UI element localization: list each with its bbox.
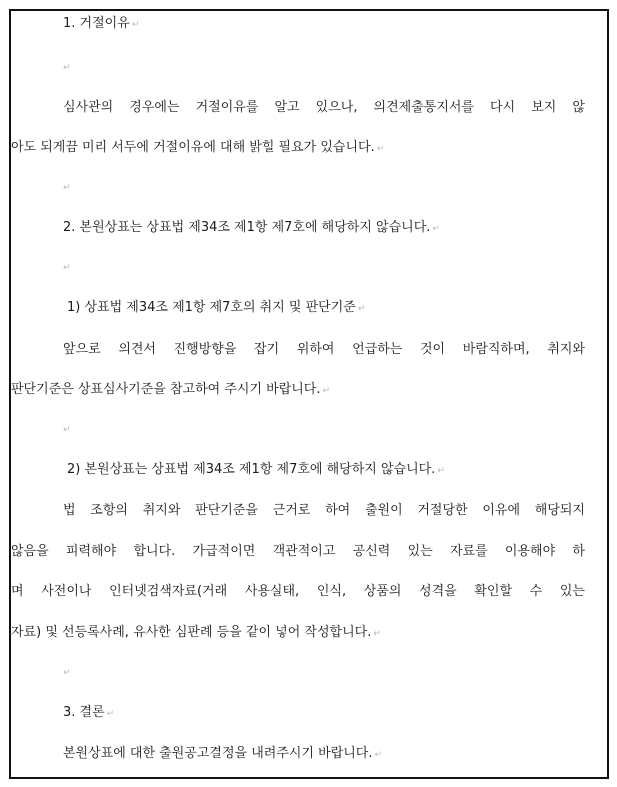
paragraph-2-line-2: 판단기준은 상표심사기준을 참고하여 주시기 바랍니다. ↵ [11, 382, 331, 397]
paragraph-3-line-2: 않음을 피력해야 합니다. 가급적이면 객관적이고 공신력 있는 자료를 이용해야 하 [11, 544, 585, 559]
section-2-heading: 2. 본원상표는 상표법 제34조 제1항 제7호에 해당하지 않습니다. ↵ [63, 220, 440, 235]
empty-paragraph-mark-icon: ↵ [63, 63, 71, 73]
subsection-2-heading: 2) 본원상표는 상표법 제34조 제1항 제7호에 해당하지 않습니다. ↵ [67, 462, 445, 477]
section-3-heading: 3. 결론 ↵ [63, 705, 115, 720]
paragraph-mark-icon: ↵ [373, 629, 381, 639]
section-1-heading: 1. 거절이유 ↵ [63, 16, 140, 31]
paragraph-2-line-1: 앞으로 의견서 진행방향을 잡기 위하여 언급하는 것이 바람직하며, 취지와 [63, 342, 585, 357]
subsection-1-heading: 1) 상표법 제34조 제1항 제7호의 취지 및 판단기준 ↵ [67, 300, 366, 315]
paragraph-4-line-1: 본원상표에 대한 출원공고결정을 내려주시기 바랍니다. ↵ [63, 746, 383, 761]
paragraph-1-line-2: 아도 되게끔 미리 서두에 거절이유에 대해 밝힐 필요가 있습니다. ↵ [11, 140, 385, 155]
paragraph-3-line-1: 법 조항의 취지와 판단기준을 근거로 하여 출원이 거절당한 이유에 해당되지 [63, 503, 585, 518]
paragraph-mark-icon: ↵ [357, 304, 366, 314]
paragraph-mark-icon: ↵ [322, 386, 331, 396]
paragraph-mark-icon: ↵ [376, 144, 385, 154]
paragraph-mark-icon: ↵ [432, 224, 440, 234]
empty-paragraph-mark-icon: ↵ [63, 183, 71, 193]
empty-paragraph-mark-icon: ↵ [63, 425, 71, 435]
paragraph-3-line-3: 며 사전이나 인터넷검색자료(거래 사용실태, 인식, 상품의 성격을 확인할 수 있는 [11, 584, 585, 599]
empty-paragraph-mark-icon: ↵ [63, 668, 71, 678]
empty-paragraph-mark-icon: ↵ [63, 263, 71, 273]
paragraph-1-line-1: 심사관의 경우에는 거절이유를 알고 있으나, 의견제출통지서를 다시 보지 않 [63, 100, 585, 115]
paragraph-mark-icon: ↵ [437, 466, 445, 476]
paragraph-3-line-4: 자료) 및 선등록사례, 유사한 심판례 등을 같이 넣어 작성합니다. ↵ [11, 625, 381, 640]
document-page [9, 9, 609, 779]
paragraph-mark-icon: ↵ [106, 709, 115, 719]
paragraph-mark-icon: ↵ [374, 750, 383, 760]
paragraph-mark-icon: ↵ [131, 20, 140, 30]
